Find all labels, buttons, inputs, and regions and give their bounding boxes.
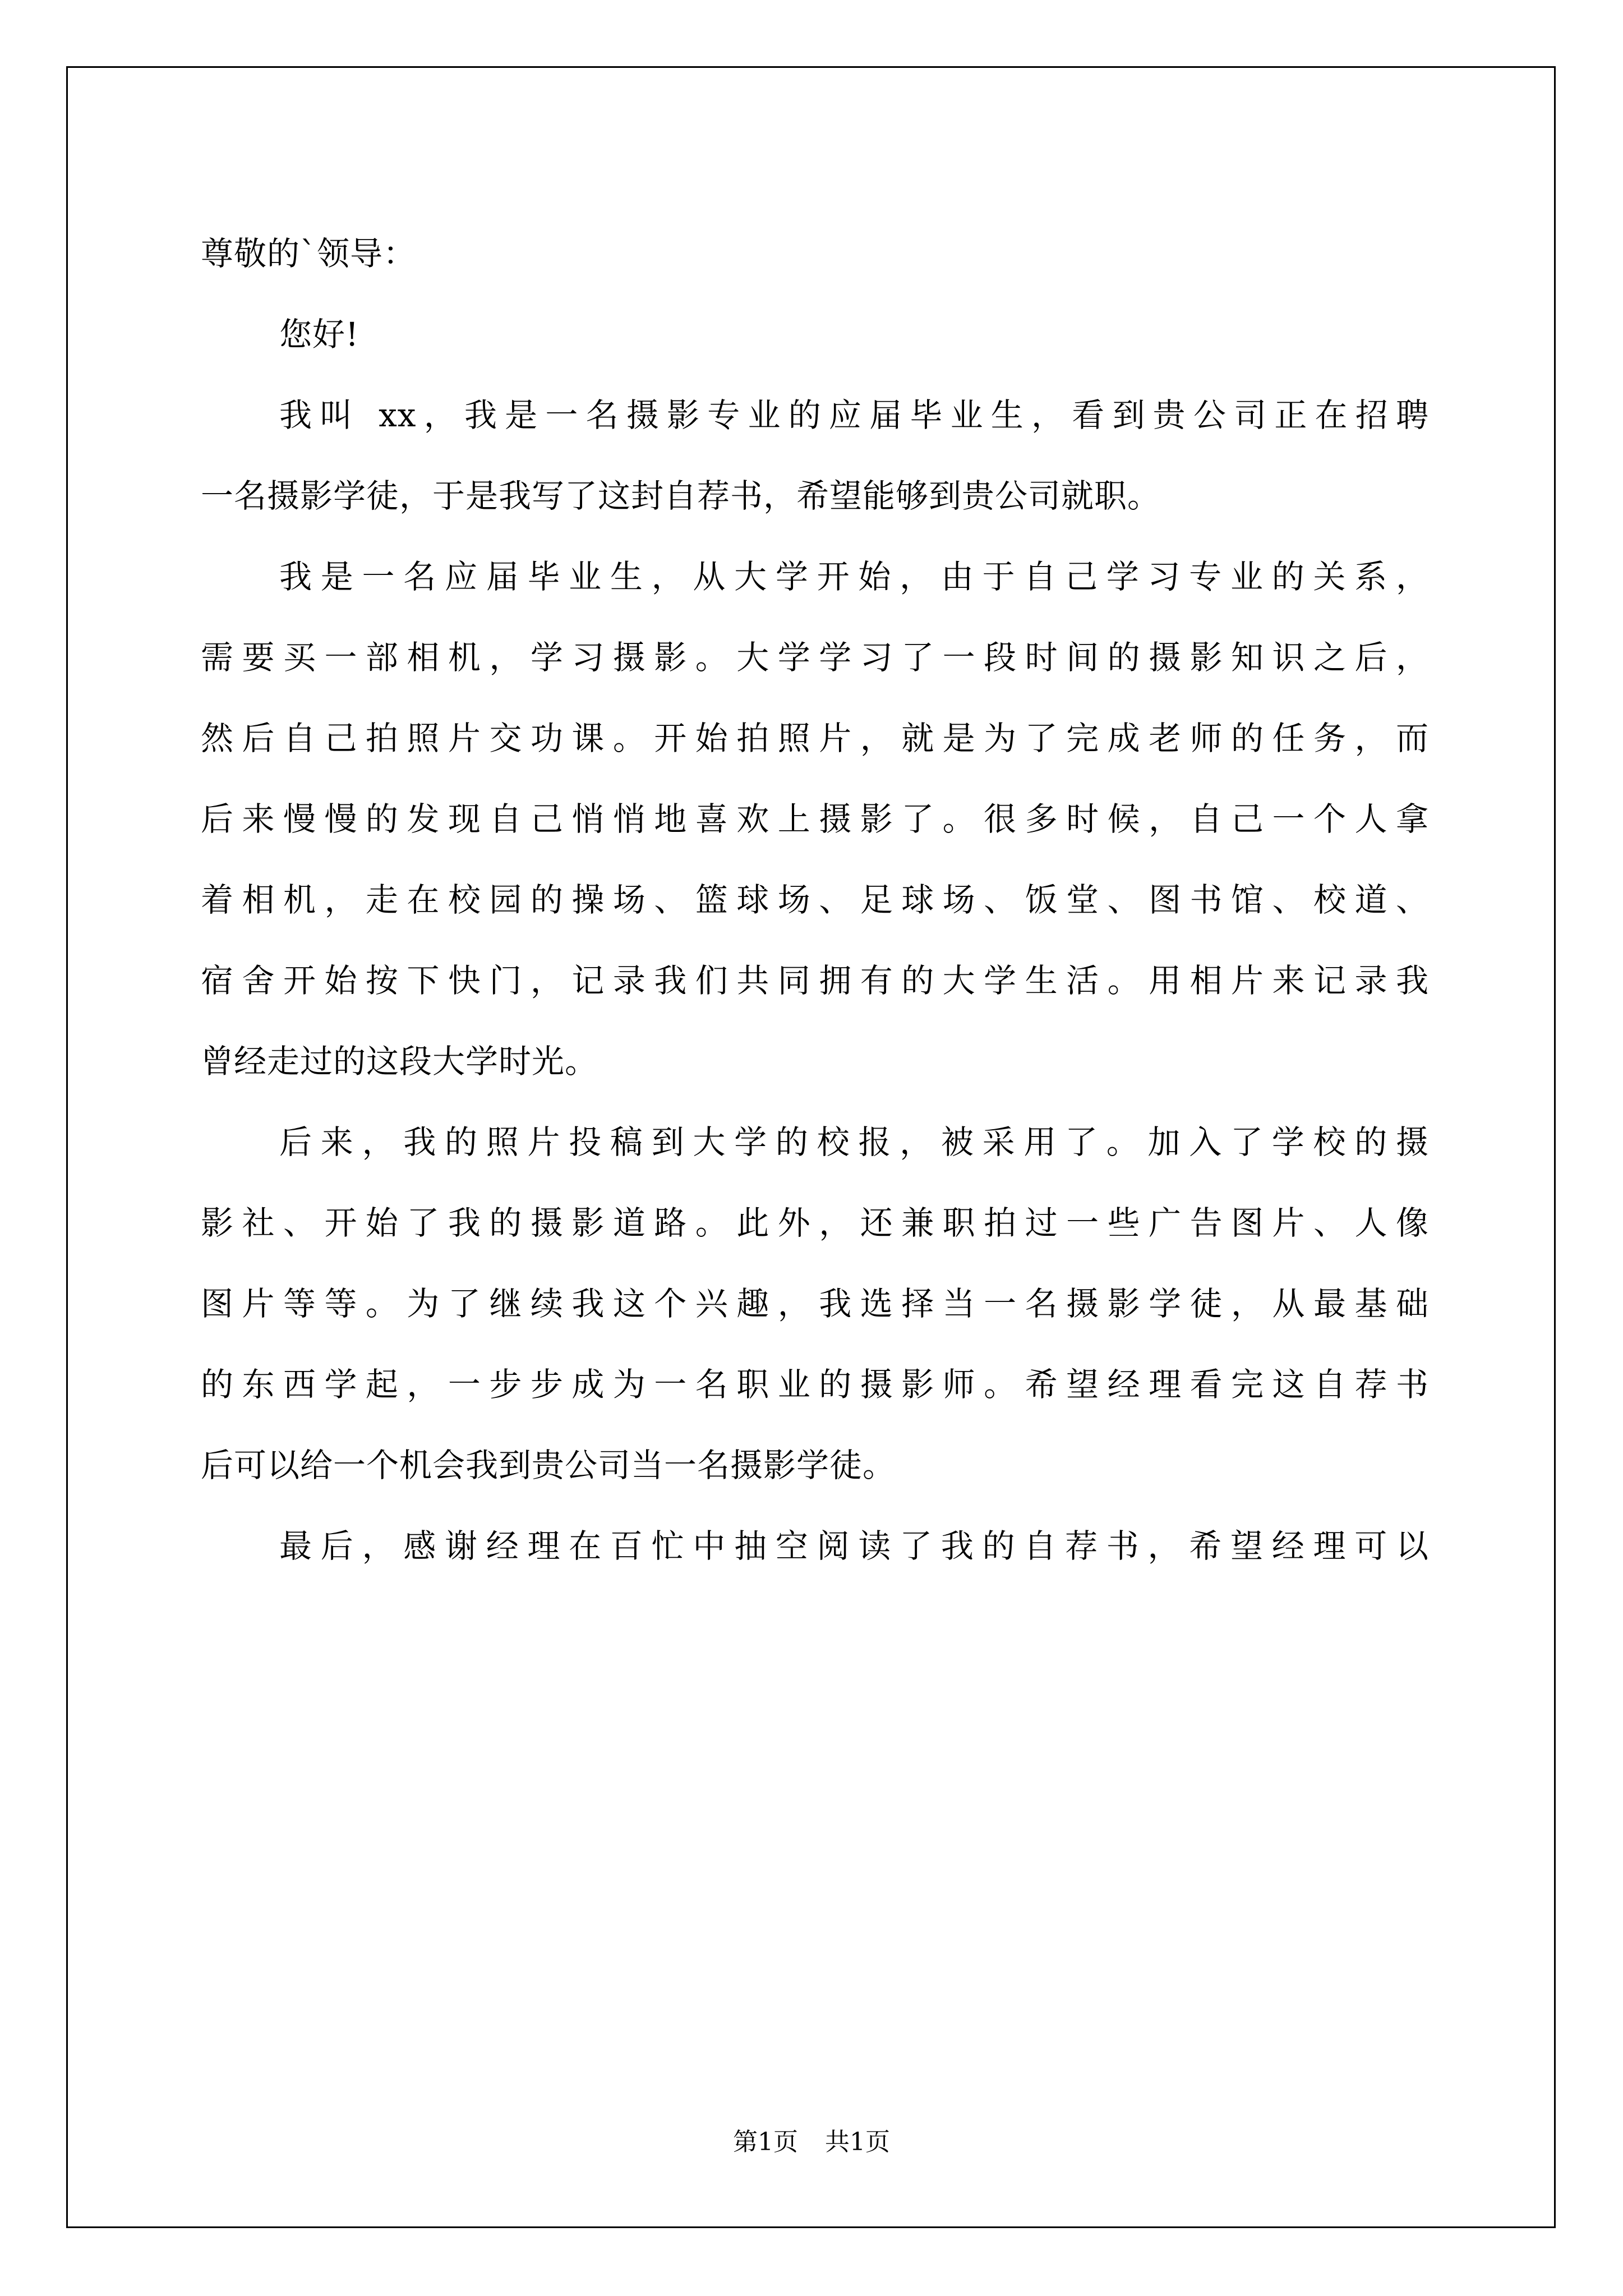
letter-line: 后来，我的照片投稿到大学的校报，被采用了。加入了学校的摄 xyxy=(279,1123,1429,1161)
letter-line: 我是一名应届毕业生，从大学开始，由于自己学习专业的关系， xyxy=(279,558,1429,596)
letter-line: 然后自己拍照片交功课。开始拍照片，就是为了完成老师的任务，而 xyxy=(201,719,1429,757)
page-number: 第1页 xyxy=(733,2128,798,2156)
letter-line: 后来慢慢的发现自己悄悄地喜欢上摄影了。很多时候，自己一个人拿 xyxy=(201,800,1429,838)
letter-line: 影社、开始了我的摄影道路。此外，还兼职拍过一些广告图片、人像 xyxy=(201,1204,1429,1242)
letter-line: 需要买一部相机，学习摄影。大学学习了一段时间的摄影知识之后， xyxy=(201,638,1429,677)
letter-body xyxy=(201,213,1429,1586)
letter-line: 着相机，走在校园的操场、篮球场、足球场、饭堂、图书馆、校道、 xyxy=(201,881,1429,919)
letter-line: 曾经走过的这段大学时光。 xyxy=(201,1042,598,1080)
page-total: 共1页 xyxy=(825,2128,890,2156)
letter-line: 图片等等。为了继续我这个兴趣，我选择当一名摄影学徒，从最基础 xyxy=(201,1285,1429,1323)
letter-line: 一名摄影学徒，于是我写了这封自荐书，希望能够到贵公司就职。 xyxy=(201,477,1161,515)
letter-line: 尊敬的`领导： xyxy=(201,234,417,273)
letter-line: 后可以给一个机会我到贵公司当一名摄影学徒。 xyxy=(201,1446,896,1484)
letter-line: 我叫 xx，我是一名摄影专业的应届毕业生，看到贵公司正在招聘 xyxy=(279,396,1429,434)
letter-line: 的东西学起，一步步成为一名职业的摄影师。希望经理看完这自荐书 xyxy=(201,1365,1429,1404)
letter-line: 您好! xyxy=(279,315,359,353)
letter-line: 最后，感谢经理在百忙中抽空阅读了我的自荐书，希望经理可以 xyxy=(279,1527,1429,1565)
letter-line: 宿舍开始按下快门，记录我们共同拥有的大学生活。用相片来记录我 xyxy=(201,961,1429,1000)
page-footer xyxy=(0,2122,1623,2157)
